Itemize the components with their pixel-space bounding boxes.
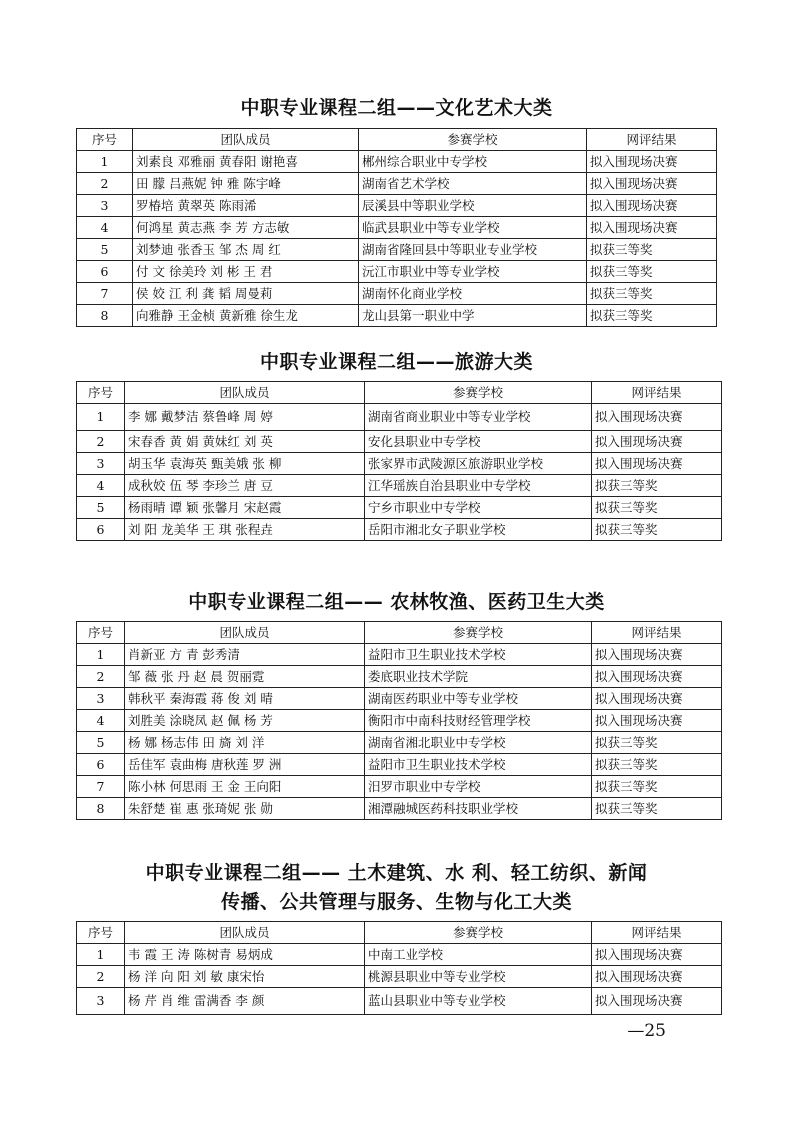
row-members: 侯 姣 江 利 龚 韬 周曼莉: [133, 283, 359, 305]
header-no: 序号: [77, 622, 125, 644]
row-result: 拟获三等奖: [587, 305, 717, 327]
row-members: 朱舒楚 崔 惠 张琦妮 张 勋: [125, 798, 365, 820]
row-no: 2: [77, 966, 125, 988]
row-members: 韩秋平 秦海霞 蒋 俊 刘 晴: [125, 688, 365, 710]
row-no: 3: [77, 195, 133, 217]
row-result: 拟入围现场决赛: [587, 217, 717, 239]
row-result: 拟获三等奖: [587, 261, 717, 283]
header-no: 序号: [77, 922, 125, 944]
row-result: 拟获三等奖: [592, 776, 722, 798]
row-members: 陈小林 何思雨 王 金 王向阳: [125, 776, 365, 798]
row-result: 拟入围现场决赛: [592, 944, 722, 966]
header-no: 序号: [77, 129, 133, 151]
row-no: 3: [77, 988, 125, 1015]
row-members: 杨 芹 肖 维 雷满香 李 颜: [125, 988, 365, 1015]
row-school: 湖南怀化商业学校: [359, 283, 587, 305]
table-row: [77, 497, 722, 519]
section-title-line2: 传播、公共管理与服务、生物与化工大类: [220, 891, 572, 913]
row-no: 4: [77, 710, 125, 732]
row-school: 湖南省商业职业中等专业学校: [365, 404, 592, 431]
header-school: 参赛学校: [365, 922, 592, 944]
row-no: 7: [77, 776, 125, 798]
row-result: 拟获三等奖: [587, 239, 717, 261]
row-members: 邹 薇 张 丹 赵 晨 贺丽霓: [125, 666, 365, 688]
table-row: [77, 283, 717, 305]
header-school: 参赛学校: [365, 382, 592, 404]
header-result: 网评结果: [592, 922, 722, 944]
row-result: 拟入围现场决赛: [587, 195, 717, 217]
row-result: 拟获三等奖: [592, 732, 722, 754]
row-school: 湘潭融城医药科技职业学校: [365, 798, 592, 820]
table-row: [77, 519, 722, 541]
row-members: 刘梦迪 张香玉 邹 杰 周 红: [133, 239, 359, 261]
row-school: 张家界市武陵源区旅游职业学校: [365, 453, 592, 475]
row-school: 沅江市职业中等专业学校: [359, 261, 587, 283]
table-row: [77, 710, 722, 732]
row-no: 5: [77, 497, 125, 519]
table-row: [77, 988, 722, 1015]
row-members: 李 娜 戴梦洁 蔡鲁峰 周 婷: [125, 404, 365, 431]
row-members: 杨 洋 向 阳 刘 敏 康宋怡: [125, 966, 365, 988]
row-school: 辰溪县中等职业学校: [359, 195, 587, 217]
row-no: 6: [77, 754, 125, 776]
row-school: 益阳市卫生职业技术学校: [365, 754, 592, 776]
row-no: 1: [77, 944, 125, 966]
table-row: [77, 688, 722, 710]
section-title: 中职专业课程二组——文化艺术大类: [240, 97, 553, 119]
table-row: [77, 754, 722, 776]
table-row: [77, 217, 717, 239]
table-row: [77, 239, 717, 261]
row-result: 拟入围现场决赛: [592, 404, 722, 431]
table-row: [77, 151, 717, 173]
row-result: 拟入围现场决赛: [592, 688, 722, 710]
row-result: 拟入围现场决赛: [592, 966, 722, 988]
row-members: 岳佳军 袁曲梅 唐秋莲 罗 洲: [125, 754, 365, 776]
row-no: 1: [77, 644, 125, 666]
table-row: [77, 944, 722, 966]
row-no: 4: [77, 475, 125, 497]
table-row: [77, 195, 717, 217]
row-school: 娄底职业技术学院: [365, 666, 592, 688]
row-school: 江华瑶族自治县职业中专学校: [365, 475, 592, 497]
row-no: 7: [77, 283, 133, 305]
row-no: 1: [77, 404, 125, 431]
table-row: [77, 776, 722, 798]
table-row: [77, 404, 722, 431]
row-result: 拟入围现场决赛: [592, 453, 722, 475]
row-school: 汨罗市职业中专学校: [365, 776, 592, 798]
row-school: 蓝山县职业中等专业学校: [365, 988, 592, 1015]
header-school: 参赛学校: [365, 622, 592, 644]
table-header-row: [77, 382, 722, 404]
row-school: 岳阳市湘北女子职业学校: [365, 519, 592, 541]
header-members: 团队成员: [133, 129, 359, 151]
row-school: 龙山县第一职业中学: [359, 305, 587, 327]
row-no: 8: [77, 305, 133, 327]
row-members: 罗椿培 黄翠英 陈雨浠: [133, 195, 359, 217]
row-no: 6: [77, 261, 133, 283]
row-members: 刘胜美 涂晓凤 赵 佩 杨 芳: [125, 710, 365, 732]
row-no: 2: [77, 666, 125, 688]
row-members: 何鸿星 黄志燕 李 芳 方志敏: [133, 217, 359, 239]
page-number: —25: [627, 1021, 666, 1041]
header-members: 团队成员: [125, 922, 365, 944]
table-row: [77, 798, 722, 820]
results-table: [76, 381, 722, 541]
table-row: [77, 475, 722, 497]
row-result: 拟入围现场决赛: [587, 173, 717, 195]
header-no: 序号: [77, 382, 125, 404]
row-school: 湖南医药职业中等专业学校: [365, 688, 592, 710]
row-members: 杨雨晴 谭 颖 张馨月 宋赵霞: [125, 497, 365, 519]
row-school: 桃源县职业中等专业学校: [365, 966, 592, 988]
header-school: 参赛学校: [359, 129, 587, 151]
row-result: 拟入围现场决赛: [592, 431, 722, 453]
row-members: 刘 阳 龙美华 王 琪 张程垚: [125, 519, 365, 541]
table-header-row: [77, 129, 717, 151]
table-row: [77, 305, 717, 327]
table-row: [77, 666, 722, 688]
header-result: 网评结果: [592, 382, 722, 404]
row-members: 成秋姣 伍 琴 李珍兰 唐 豆: [125, 475, 365, 497]
row-no: 3: [77, 453, 125, 475]
section-title: 中职专业课程二组—— 农林牧渔、医药卫生大类: [188, 591, 605, 613]
results-table: [76, 621, 722, 820]
row-members: 杨 娜 杨志伟 田 旖 刘 洋: [125, 732, 365, 754]
row-result: 拟入围现场决赛: [592, 644, 722, 666]
row-result: 拟获三等奖: [592, 798, 722, 820]
row-school: 湖南省湘北职业中专学校: [365, 732, 592, 754]
row-school: 临武县职业中等专业学校: [359, 217, 587, 239]
row-no: 5: [77, 732, 125, 754]
row-members: 刘素良 邓雅丽 黄春阳 谢艳喜: [133, 151, 359, 173]
row-school: 宁乡市职业中专学校: [365, 497, 592, 519]
row-no: 4: [77, 217, 133, 239]
header-result: 网评结果: [592, 622, 722, 644]
section-title: 中职专业课程二组——旅游大类: [259, 351, 533, 373]
row-result: 拟获三等奖: [592, 475, 722, 497]
row-school: 安化县职业中专学校: [365, 431, 592, 453]
results-table: [76, 128, 717, 327]
results-table: [76, 921, 722, 1015]
row-members: 向雅静 王金桢 黄新雅 徐生龙: [133, 305, 359, 327]
row-no: 1: [77, 151, 133, 173]
table-row: [77, 261, 717, 283]
row-school: 益阳市卫生职业技术学校: [365, 644, 592, 666]
row-school: 衡阳市中南科技财经管理学校: [365, 710, 592, 732]
row-no: 8: [77, 798, 125, 820]
table-row: [77, 732, 722, 754]
row-result: 拟获三等奖: [592, 754, 722, 776]
table-header-row: [77, 622, 722, 644]
table-row: [77, 644, 722, 666]
row-no: 2: [77, 173, 133, 195]
section-title-line1: 中职专业课程二组—— 土木建筑、水 利、轻工纺织、新闻: [145, 862, 648, 884]
row-result: 拟获三等奖: [587, 283, 717, 305]
header-members: 团队成员: [125, 622, 365, 644]
row-result: 拟入围现场决赛: [592, 710, 722, 732]
table-row: [77, 173, 717, 195]
row-school: 湖南省隆回县中等职业专业学校: [359, 239, 587, 261]
row-result: 拟获三等奖: [592, 519, 722, 541]
header-result: 网评结果: [587, 129, 717, 151]
row-school: 郴州综合职业中专学校: [359, 151, 587, 173]
row-school: 湖南省艺术学校: [359, 173, 587, 195]
table-row: [77, 431, 722, 453]
row-members: 宋春香 黄 娟 黄妹红 刘 英: [125, 431, 365, 453]
row-no: 6: [77, 519, 125, 541]
row-members: 付 文 徐美玲 刘 彬 王 君: [133, 261, 359, 283]
row-members: 肖新亚 方 青 彭秀清: [125, 644, 365, 666]
header-members: 团队成员: [125, 382, 365, 404]
row-no: 2: [77, 431, 125, 453]
table-row: [77, 453, 722, 475]
row-result: 拟入围现场决赛: [592, 666, 722, 688]
row-no: 5: [77, 239, 133, 261]
row-members: 田 朦 吕燕妮 钟 雅 陈宇峰: [133, 173, 359, 195]
row-result: 拟入围现场决赛: [587, 151, 717, 173]
table-row: [77, 966, 722, 988]
row-members: 韦 霞 王 涛 陈树青 易炳成: [125, 944, 365, 966]
row-result: 拟获三等奖: [592, 497, 722, 519]
row-school: 中南工业学校: [365, 944, 592, 966]
row-result: 拟入围现场决赛: [592, 988, 722, 1015]
row-members: 胡玉华 袁海英 甄美娥 张 柳: [125, 453, 365, 475]
row-no: 3: [77, 688, 125, 710]
table-header-row: [77, 922, 722, 944]
